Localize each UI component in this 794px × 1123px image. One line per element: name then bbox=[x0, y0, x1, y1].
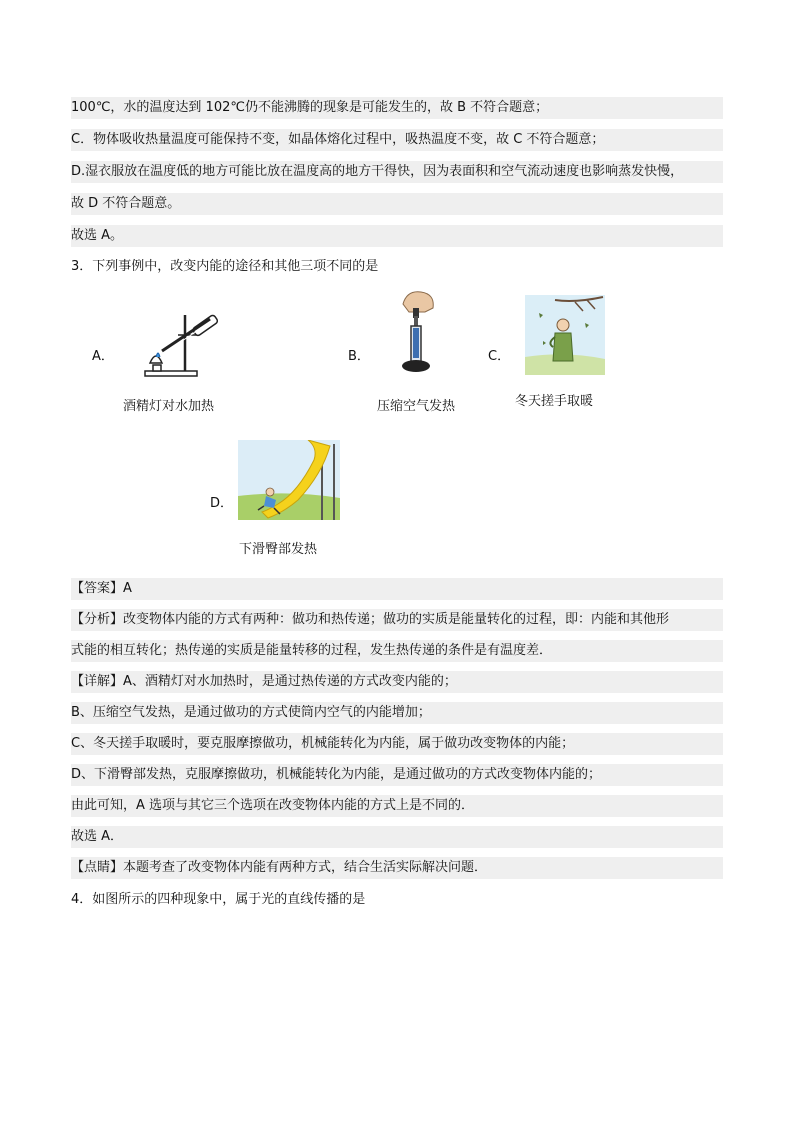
analysis-line-1: 【分析】改变物体内能的方式有两种：做功和热传递；做功的实质是能量转化的过程，即：内能和其他形 bbox=[71, 609, 723, 631]
prev-analysis-line-1: 100℃，水的温度达到 102℃仍不能沸腾的现象是可能发生的，故 B 不符合题意； bbox=[71, 97, 723, 119]
option-a-letter: A． bbox=[92, 349, 114, 364]
rubbing-hands-winter-icon bbox=[525, 295, 605, 375]
detail-line-6: 故选 A． bbox=[71, 826, 723, 848]
option-a-caption: 酒精灯对水加热 bbox=[123, 399, 215, 414]
detail-line-5: 由此可知，A 选项与其它三个选项在改变物体内能的方式上是不同的． bbox=[71, 795, 723, 817]
option-c-caption: 冬天搓手取暖 bbox=[515, 394, 594, 409]
question-4-stem: 4．如图所示的四种现象中，属于光的直线传播的是 bbox=[71, 892, 366, 907]
detail-line-4: D、下滑臀部发热，克服摩擦做功，机械能转化为内能，是通过做功的方式改变物体内能的； bbox=[71, 764, 723, 786]
alcohol-lamp-heating-icon bbox=[140, 305, 230, 380]
option-d-letter: D． bbox=[210, 496, 234, 511]
detail-line-3: C、冬天搓手取暖时，要克服摩擦做功，机械能转化为内能，属于做功改变物体的内能； bbox=[71, 733, 723, 755]
slide-sliding-icon bbox=[238, 440, 340, 520]
detail-line-1: 【详解】A、酒精灯对水加热时，是通过热传递的方式改变内能的； bbox=[71, 671, 723, 693]
option-b-letter: B． bbox=[348, 349, 370, 364]
prev-analysis-line-2: C．物体吸收热量温度可能保持不变，如晶体熔化过程中，吸热温度不变，故 C 不符合题意； bbox=[71, 129, 723, 151]
prev-analysis-line-3: D.湿衣服放在温度低的地方可能比放在温度高的地方干得快，因为表面积和空气流动速度也影响蒸发快慢， bbox=[71, 161, 723, 183]
option-b-caption: 压缩空气发热 bbox=[377, 399, 456, 414]
prev-analysis-line-5: 故选 A。 bbox=[71, 225, 723, 247]
option-c-letter: C． bbox=[488, 349, 511, 364]
option-d-caption: 下滑臀部发热 bbox=[239, 542, 318, 557]
prev-analysis-line-4: 故 D 不符合题意。 bbox=[71, 193, 723, 215]
detail-line-2: B、压缩空气发热，是通过做功的方式使筒内空气的内能增加； bbox=[71, 702, 723, 724]
question-3-stem: 3．下列事例中，改变内能的途径和其他三项不同的是 bbox=[71, 259, 379, 274]
analysis-line-2: 式能的相互转化；热传递的实质是能量转移的过程，发生热传递的条件是有温度差． bbox=[71, 640, 723, 662]
comment-line: 【点睛】本题考查了改变物体内能有两种方式，结合生活实际解决问题． bbox=[71, 857, 723, 879]
answer-line: 【答案】A bbox=[71, 578, 723, 600]
air-compression-pump-icon bbox=[395, 290, 440, 380]
